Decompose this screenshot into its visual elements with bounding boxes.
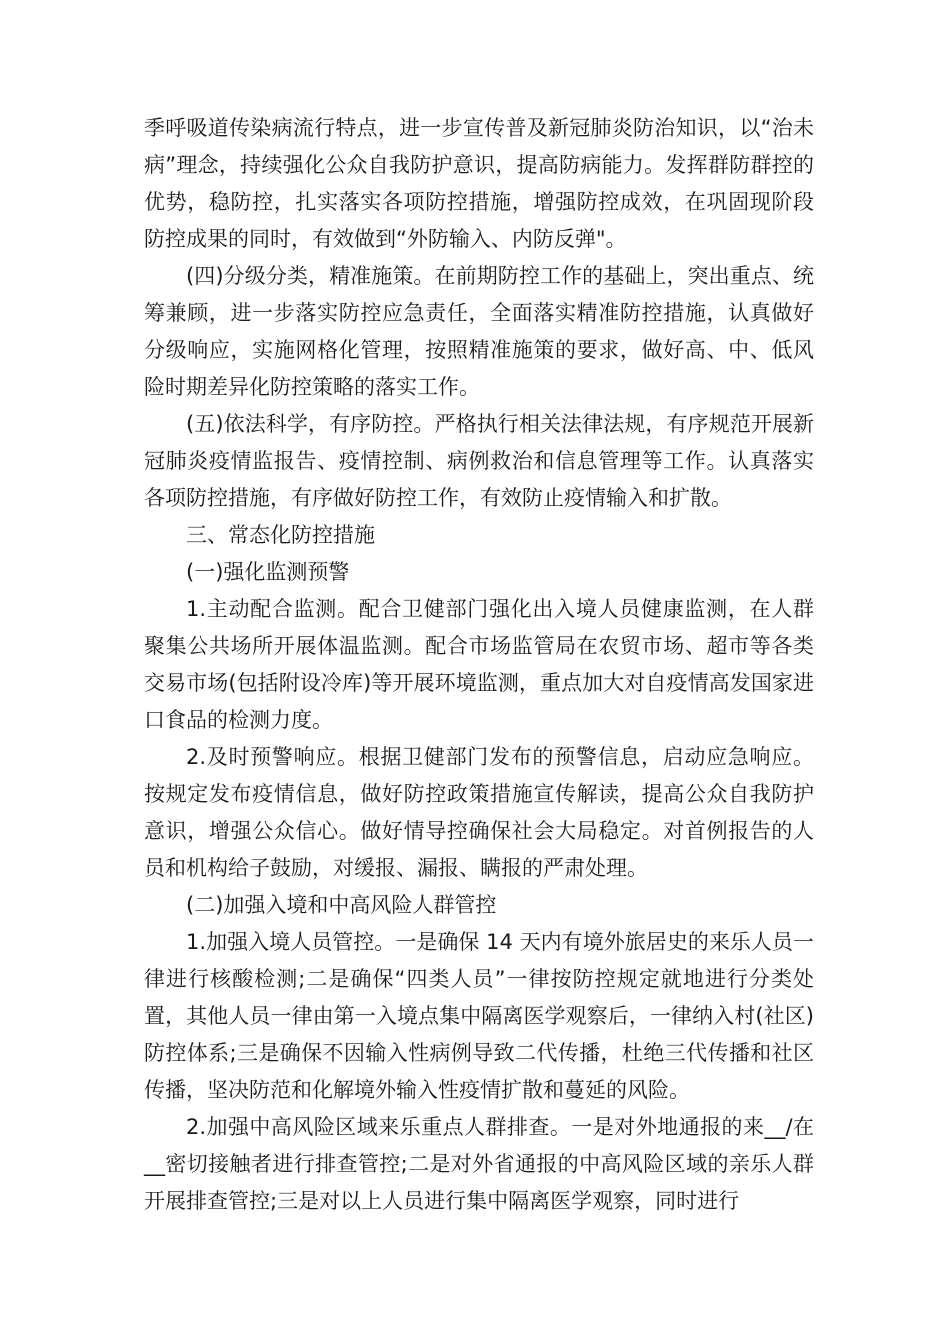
paragraph-section-4: (四)分级分类，精准施策。在前期防控工作的基础上，突出重点、统筹兼顾，进一步落实防控应急责任，全面落实精准防控措施，认真做好分级响应，实施网格化管理，按照精准施策的要求，做好高、中、低风险时期差异化防控策略的落实工作。: [144, 264, 814, 399]
paragraph-continuation: 季呼吸道传染病流行特点，进一步宣传普及新冠肺炎防治知识，以“治未病”理念，持续强化公众自我防护意识，提高防病能力。发挥群防群控的优势，稳防控，扎实落实各项防控措施，增强防控成效，在巩固现阶段防控成果的同时，有效做到“外防输入、内防反弹"。: [144, 116, 814, 251]
subheading-entry-control: (二)加强入境和中高风险人群管控: [186, 893, 497, 917]
paragraph-item-1-entry: 1.加强入境人员管控。一是确保 14 天内有境外旅居史的来乐人员一律进行核酸检测;二是确保“四类人员”一律按防控规定就地进行分类处置，其他人员一律由第一入境点集中隔离医学观察后，一律纳入村(社区)防控体系;三是确保不因输入性病例导致二代传播，杜绝三代传播和社区传播，坚决防范和化解境外输入性疫情扩散和蔓延的风险。: [144, 930, 814, 1102]
heading-routine-measures: 三、常态化防控措施: [186, 523, 375, 547]
subheading-monitoring: (一)强化监测预警: [186, 560, 350, 584]
paragraph-item-2-warning: 2.及时预警响应。根据卫健部门发布的预警信息，启动应急响应。按规定发布疫情信息，做好防控政策措施宣传解读，提高公众自我防护意识，增强公众信心。做好情导控确保社会大局稳定。对首例报告的人员和机构给子鼓励，对缓报、漏报、瞒报的严肃处理。: [144, 745, 814, 880]
paragraph-item-2-screening: 2.加强中高风险区域来乐重点人群排查。一是对外地通报的来__/在__密切接触者进行排查管控;二是对外省通报的中高风险区域的亲乐人群开展排查管控;三是对以上人员进行集中隔离医学观察，同时进行: [144, 1115, 814, 1213]
paragraph-section-5: (五)依法科学，有序防控。严格执行相关法律法规，有序规范开展新冠肺炎疫情监报告、疫情控制、病例救治和信息管理等工作。认真落实各项防控措施，有序做好防控工作，有效防止疫情输入和扩散。: [144, 412, 814, 510]
document-body: [144, 110, 814, 1220]
paragraph-item-1-monitoring: 1.主动配合监测。配合卫健部门强化出入境人员健康监测，在人群聚集公共场所开展体温监测。配合市场监管局在农贸市场、超市等各类交易市场(包括附设冷库)等开展环境监测，重点加大对自疫情高发国家进口食品的检测力度。: [144, 597, 814, 732]
